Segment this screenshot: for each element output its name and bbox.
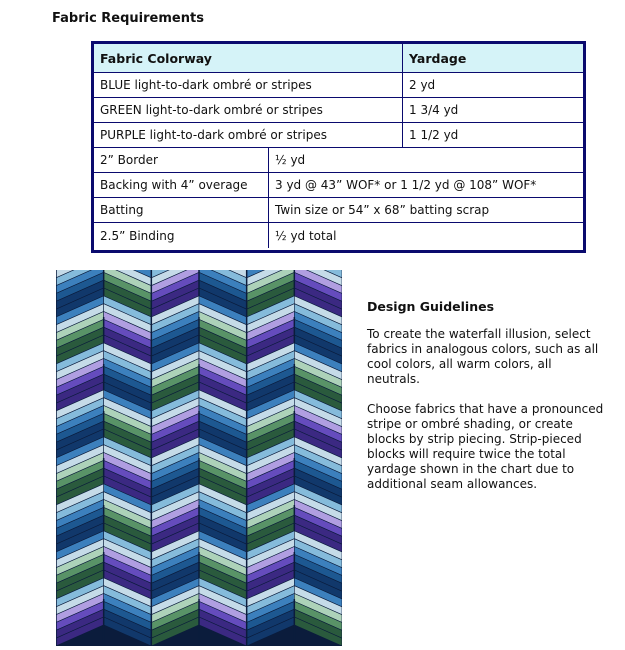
table-row [94, 223, 583, 248]
fabric-name: BLUE light-to-dark ombré or stripes [94, 73, 403, 97]
guidelines-title: Design Guidelines [367, 299, 495, 314]
quilt-illustration [56, 270, 342, 646]
table-row [94, 98, 583, 123]
fabric-yardage: 1 1/2 yd [409, 128, 459, 142]
fabric-yardage: 2 yd [409, 78, 436, 92]
section-heading: Fabric Requirements [52, 11, 204, 26]
table-row [94, 173, 583, 198]
detail-name: Backing with 4” overage [94, 173, 269, 197]
detail-name: 2.5” Binding [94, 223, 269, 248]
fabric-name: PURPLE light-to-dark ombré or stripes [94, 123, 403, 147]
fabric-requirements-table [91, 41, 586, 253]
quilt-image [56, 270, 342, 646]
detail-value: ½ yd total [275, 228, 337, 243]
header-yardage: Yardage [409, 50, 467, 66]
table-row [94, 123, 583, 148]
detail-value: 3 yd @ 43” WOF* or 1 1/2 yd @ 108” WOF* [275, 178, 537, 192]
fabric-yardage: 1 3/4 yd [409, 103, 459, 117]
table-row [94, 198, 583, 223]
design-guidelines [367, 299, 607, 507]
detail-value: ½ yd [275, 153, 306, 167]
detail-value: Twin size or 54” x 68” batting scrap [275, 203, 490, 217]
table-row [94, 73, 583, 98]
guidelines-paragraph: Choose fabrics that have a pronounced stripe or ombré shading, or create blocks by strip piecing. Strip-pieced blocks will require twice the total yardage shown in the chart due to additional seam allowances. [367, 402, 604, 491]
detail-name: 2” Border [94, 148, 269, 172]
table-header-row [94, 44, 583, 73]
guidelines-paragraph: To create the waterfall illusion, select fabrics in analogous colors, such as all cool colors, all warm colors, all neutrals. [367, 327, 599, 386]
fabric-name: GREEN light-to-dark ombré or stripes [94, 98, 403, 122]
header-colorway: Fabric Colorway [94, 44, 403, 72]
detail-name: Batting [94, 198, 269, 222]
table-row [94, 148, 583, 173]
